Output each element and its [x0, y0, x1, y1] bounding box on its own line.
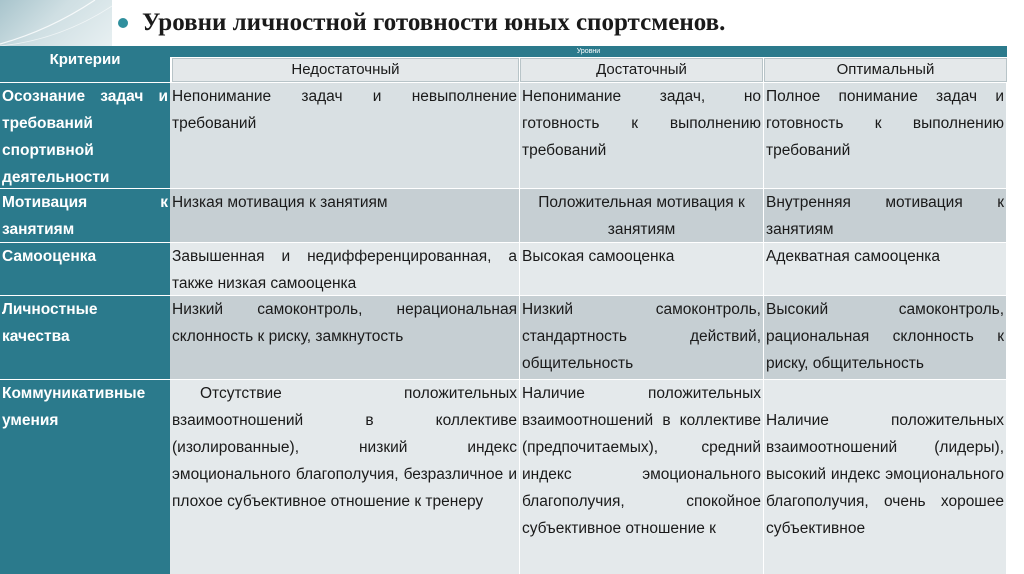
bullet-icon	[118, 18, 128, 28]
table-cell	[170, 295, 520, 379]
cell-text: Низкий самоконтроль, стандартность действий, общительность	[522, 301, 761, 372]
slide-title	[118, 6, 725, 40]
criteria-column	[0, 46, 170, 574]
cell-text: Отсутствие положительных взаимоотношений в коллективе (изолированные), низкий индекс эмоционального благополучия, безразличное и плохое субъективное отношение к тренеру	[172, 385, 517, 510]
cell-text: Положительная мотивация к занятиям	[538, 194, 745, 238]
table-cell	[764, 379, 1007, 574]
criterion-cell	[0, 82, 170, 188]
criteria-header: Критерии	[49, 51, 121, 68]
readiness-table	[0, 46, 1007, 574]
criterion-cell	[0, 242, 170, 295]
criterion-label: Личностные качества	[2, 301, 98, 345]
cell-text: Адекватная самооценка	[766, 248, 940, 265]
cell-text: Завышенная и недифференцированная, а также низкая самооценка	[172, 248, 517, 292]
table-cell	[764, 188, 1007, 242]
table-cell	[170, 82, 520, 188]
table-cell	[170, 242, 520, 295]
cell-text: Непонимание задач и невыполнение требований	[172, 88, 517, 132]
cell-text: Непонимание задач, но готовность к выполнению требований	[522, 88, 761, 159]
criterion-cell	[0, 295, 170, 379]
criterion-label: Самооценка	[2, 248, 97, 265]
cell-text: Низкий самоконтроль, нерациональная склонность к риску, замкнутость	[172, 301, 517, 345]
table-cell	[520, 242, 764, 295]
cell-text: Наличие положительных взаимоотношений в коллективе (предпочитаемых), средний индекс эмоционального благополучия, спокойное субъективное отношение к	[522, 385, 761, 537]
table-cell	[520, 379, 764, 574]
criterion-label: Осознание задач и требований спортивной деятельности	[2, 88, 168, 186]
table-cell	[764, 295, 1007, 379]
table-cell	[520, 295, 764, 379]
slide-title-text: Уровни личностной готовности юных спортсменов.	[142, 9, 726, 36]
column-header: Недостаточный	[172, 58, 519, 82]
cell-text: Полное понимание задач и готовность к выполнению требований	[766, 88, 1004, 159]
cell-text: Высокий самоконтроль, рациональная склонность к риску, общительность	[766, 301, 1004, 372]
criterion-cell	[0, 188, 170, 242]
criterion-cell	[0, 379, 170, 574]
cell-text: Высокая самооценка	[522, 248, 675, 265]
column-header: Оптимальный	[764, 58, 1007, 82]
table-cell	[170, 188, 520, 242]
criterion-label: Мотивация к занятиям	[2, 194, 168, 238]
table-cell	[170, 379, 520, 574]
table-cell	[764, 242, 1007, 295]
column-header: Достаточный	[520, 58, 763, 82]
cell-text: Наличие положительных взаимоотношений (лидеры), высокий индекс эмоционального благополучия, очень хорошее субъективное	[766, 412, 1004, 537]
table-cell	[764, 82, 1007, 188]
table-cell	[520, 82, 764, 188]
levels-header: Уровни	[170, 46, 1007, 57]
cell-text: Внутренняя мотивация к занятиям	[766, 194, 1004, 238]
table-cell	[520, 188, 764, 242]
criterion-label: Коммуникативные умения	[2, 385, 146, 429]
corner-decoration	[0, 0, 112, 46]
cell-text: Низкая мотивация к занятиям	[172, 194, 388, 211]
